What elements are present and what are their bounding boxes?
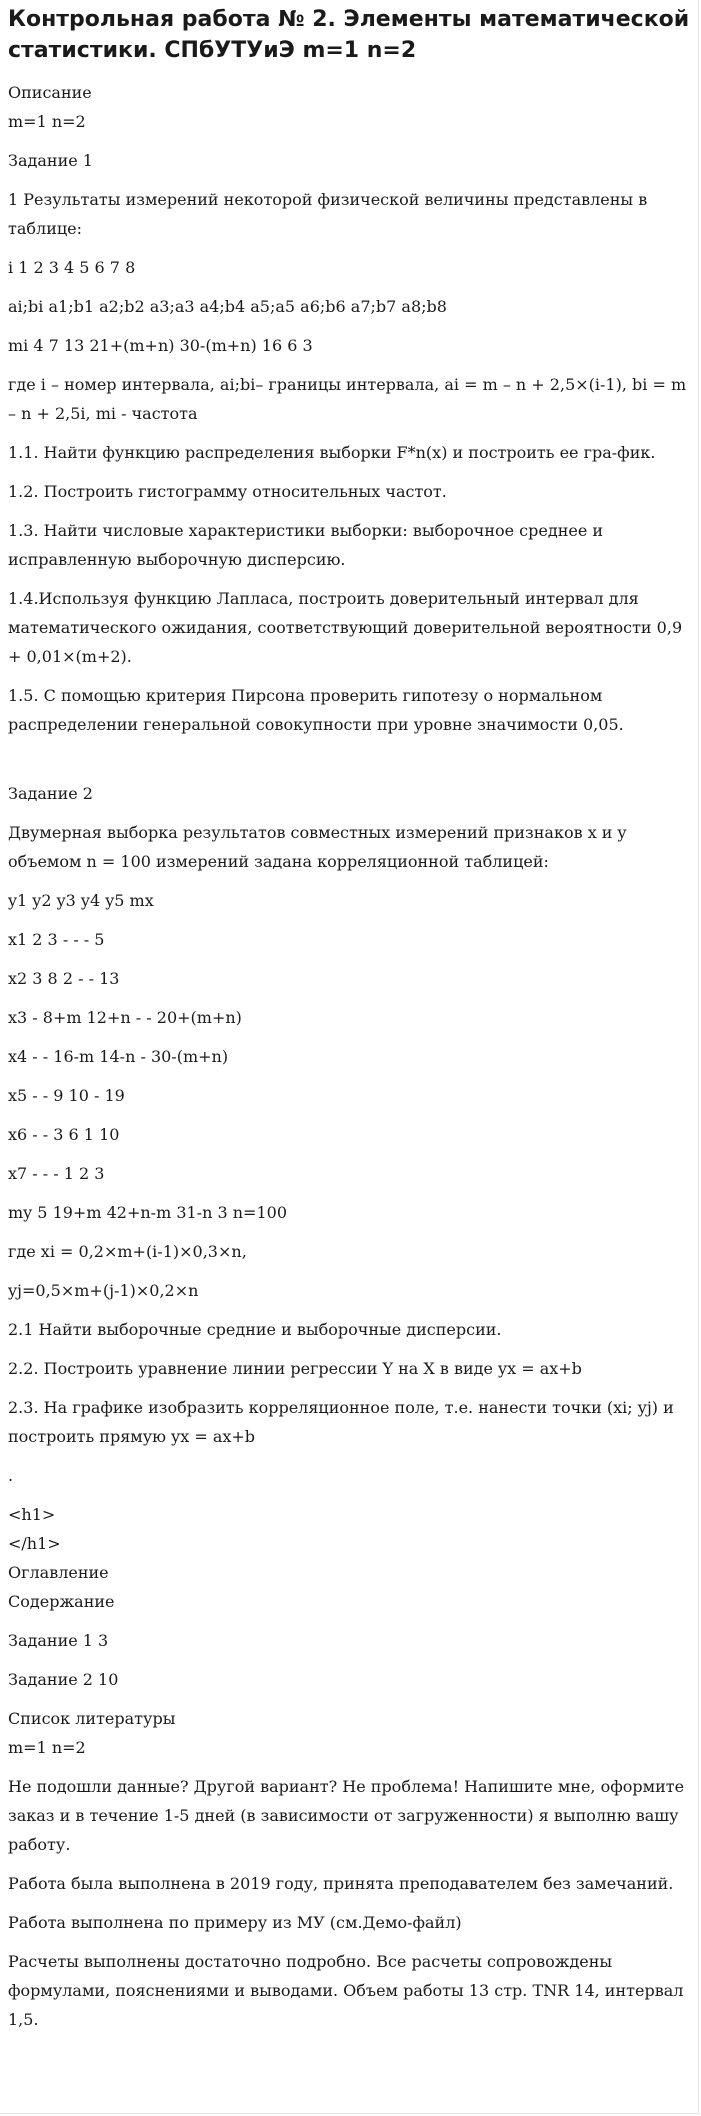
note-paragraph: Расчеты выполнены достаточно подробно. Все расчеты сопровождены формулами, пояснениями и выводами. Объем работы 13 стр. TNR 14, интервал 1,5. [8,1952,684,2029]
task2-table-row: x6 - - 3 6 1 10 [8,1125,120,1144]
task2-legend: yj=0,5×m+(j-1)×0,2×n [8,1281,199,1300]
task2-item: 2.2. Построить уравнение линии регрессии Y на X в виде yx = ax+b [8,1359,582,1378]
separator-dot: . [8,1466,14,1485]
task1-section [8,146,690,739]
toc-section [8,1500,690,1762]
description-section [8,78,690,136]
task1-item: 1.4.Используя функцию Лапласа, построить доверительный интервал для математического ожидания, соответствующий доверительной вероятности 0,9 + 0,01×(m+2). [8,589,683,666]
task1-table-row: mi 4 7 13 21+(m+n) 30-(m+n) 16 6 3 [8,336,313,355]
task2-item: 2.3. На графике изобразить корреляционное поле, т.е. нанести точки (xi; yj) и построить прямую yx = ax+b [8,1398,674,1446]
toc-entry: Задание 2 10 [8,1670,119,1689]
description-heading: Описание [8,83,92,102]
note-paragraph: Работа выполнена по примеру из МУ (см.Демо-файл) [8,1913,462,1932]
task2-table-row: x4 - - 16-m 14-n - 30-(m+n) [8,1047,229,1066]
task1-heading: Задание 1 [8,151,93,170]
task2-legend: где xi = 0,2×m+(i-1)×0,3×n, [8,1242,247,1261]
raw-tag-close: </h1> [8,1534,61,1553]
raw-tag-open: <h1> [8,1505,56,1524]
task2-intro: Двумерная выборка результатов совместных измерений признаков x и y объемом n = 100 измерений задана корреляционной таблицей: [8,823,627,871]
task2-item: 2.1 Найти выборочные средние и выборочные дисперсии. [8,1320,502,1339]
task2-table-row: y1 y2 y3 y4 y5 mx [8,891,154,910]
variant-text: m=1 n=2 [8,112,86,131]
toc-contents: Содержание [8,1592,115,1611]
task1-item: 1.3. Найти числовые характеристики выборки: выборочное среднее и исправленную выборочную дисперсию. [8,521,604,569]
task1-item: 1.2. Построить гистограмму относительных частот. [8,482,447,501]
page-title: Контрольная работа № 2. Элементы математической статистики. СПбУТУиЭ m=1 n=2 [8,7,690,63]
task1-table-row: i 1 2 3 4 5 6 7 8 [8,258,136,277]
task1-item: 1.5. С помощью критерия Пирсона проверить гипотезу о нормальном распределении генеральной совокупности при уровне значимости 0,05. [8,686,624,734]
task1-intro: 1 Результаты измерений некоторой физической величины представлены в таблице: [8,190,648,238]
task2-table-row: x2 3 8 2 - - 13 [8,969,120,988]
toc-variant: m=1 n=2 [8,1738,86,1757]
toc-references: Список литературы [8,1709,176,1728]
task1-legend: где i – номер интервала, ai;bi– границы интервала, ai = m – n + 2,5×(i-1), bi = m – n + 2,5i, mi - частота [8,375,687,423]
toc-heading: Оглавление [8,1563,109,1582]
task2-table-row: my 5 19+m 42+n-m 31-n 3 n=100 [8,1203,287,1222]
note-paragraph: Не подошли данные? Другой вариант? Не проблема! Напишите мне, оформите заказ и в течение 1-5 дней (в зависимости от загруженности) я выполню вашу работу. [8,1777,685,1854]
task2-table-row: x5 - - 9 10 - 19 [8,1086,125,1105]
spacer [8,749,690,779]
task2-table-row: x1 2 3 - - - 5 [8,930,105,949]
task1-item: 1.1. Найти функцию распределения выборки F*n(x) и построить ее гра-фик. [8,443,656,462]
task2-table-row: x3 - 8+m 12+n - - 20+(m+n) [8,1008,242,1027]
task2-heading: Задание 2 [8,784,93,803]
notes-section [8,1772,690,2034]
toc-entry: Задание 1 3 [8,1631,109,1650]
task2-table-row: x7 - - - 1 2 3 [8,1164,105,1183]
task2-section [8,779,690,1451]
task1-table-row: ai;bi a1;b1 a2;b2 a3;a3 a4;b4 a5;a5 a6;b6 a7;b7 a8;b8 [8,297,447,316]
note-paragraph: Работа была выполнена в 2019 году, принята преподавателем без замечаний. [8,1874,674,1893]
